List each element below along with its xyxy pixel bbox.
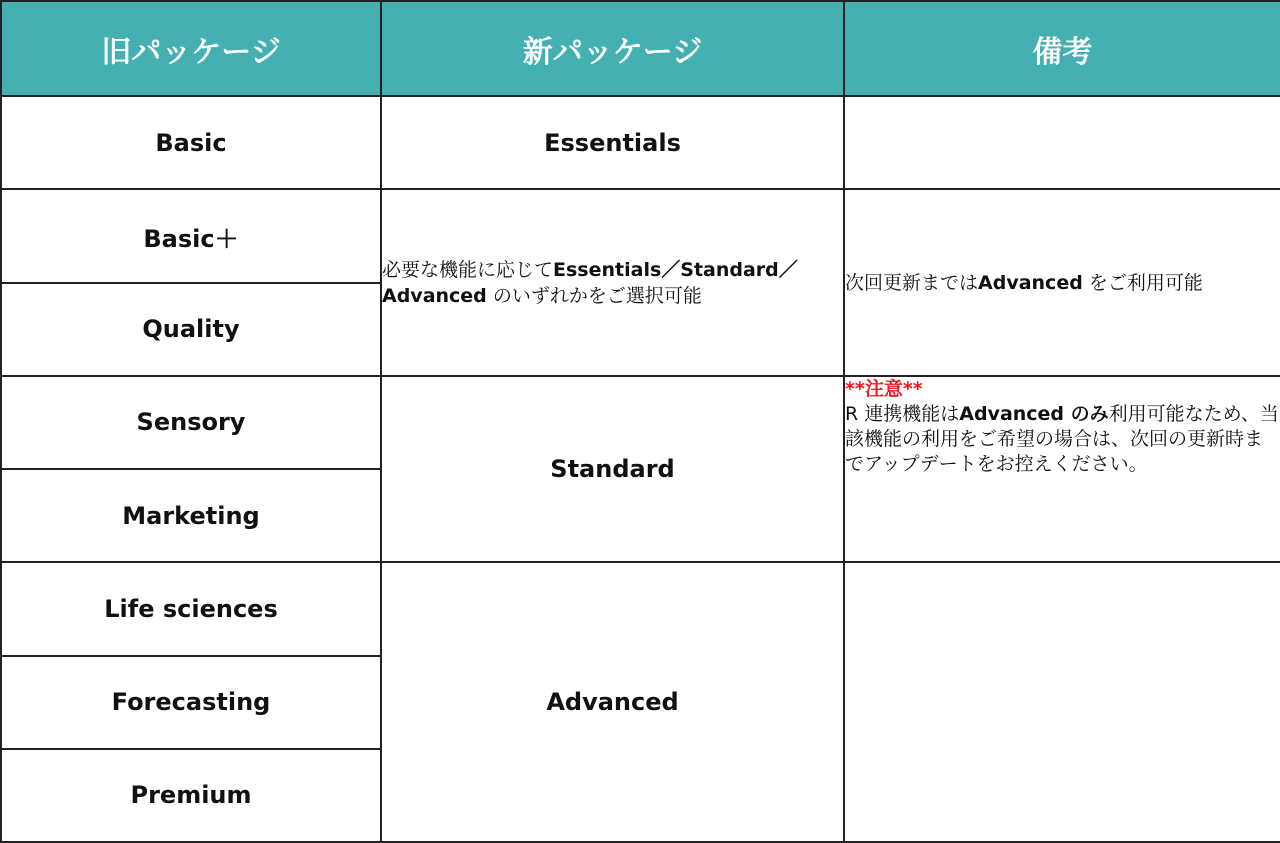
note-prefix: R 連携機能は — [845, 402, 960, 425]
header-remarks: 備考 — [844, 1, 1280, 96]
old-package-forecasting: Forecasting — [1, 656, 381, 749]
header-row — [1, 1, 1280, 96]
table-row — [1, 189, 1280, 282]
header-new-package: 新パッケージ — [381, 1, 844, 96]
select-prefix: 必要な機能に応じて — [382, 258, 554, 281]
new-package-essentials: Essentials — [381, 96, 844, 189]
old-package-basic: Basic — [1, 96, 381, 189]
new-package-advanced: Advanced — [381, 562, 844, 842]
select-suffix: のいずれかをご選択可能 — [486, 284, 702, 307]
note-bold: Advanced のみ — [959, 402, 1109, 425]
old-package-premium: Premium — [1, 749, 381, 842]
remark-empty — [844, 96, 1280, 189]
remark-prefix: 次回更新までは — [845, 271, 979, 294]
remark-advanced-until-renewal — [844, 189, 1280, 375]
select-options: Essentials／Standard／Advanced — [382, 258, 798, 307]
table-row — [1, 96, 1280, 189]
table-row — [1, 376, 1280, 469]
old-package-basic-plus: Basic＋ — [1, 189, 381, 282]
remark-bold: Advanced — [978, 271, 1083, 294]
old-package-quality: Quality — [1, 283, 381, 376]
old-package-marketing: Marketing — [1, 469, 381, 562]
header-old-package: 旧パッケージ — [1, 1, 381, 96]
remark-empty — [844, 562, 1280, 842]
note-title: **注意** — [845, 377, 923, 400]
note-suffix: 利用可能なため、当該機能の利用をご希望の場合は、次回の更新時までアップデートをお控えください。 — [845, 402, 1279, 475]
remark-note — [844, 376, 1280, 562]
remark-suffix: をご利用可能 — [1082, 271, 1203, 294]
old-package-life-sciences: Life sciences — [1, 562, 381, 655]
old-package-sensory: Sensory — [1, 376, 381, 469]
new-package-selectable — [381, 189, 844, 375]
new-package-standard: Standard — [381, 376, 844, 562]
table-row — [1, 562, 1280, 655]
